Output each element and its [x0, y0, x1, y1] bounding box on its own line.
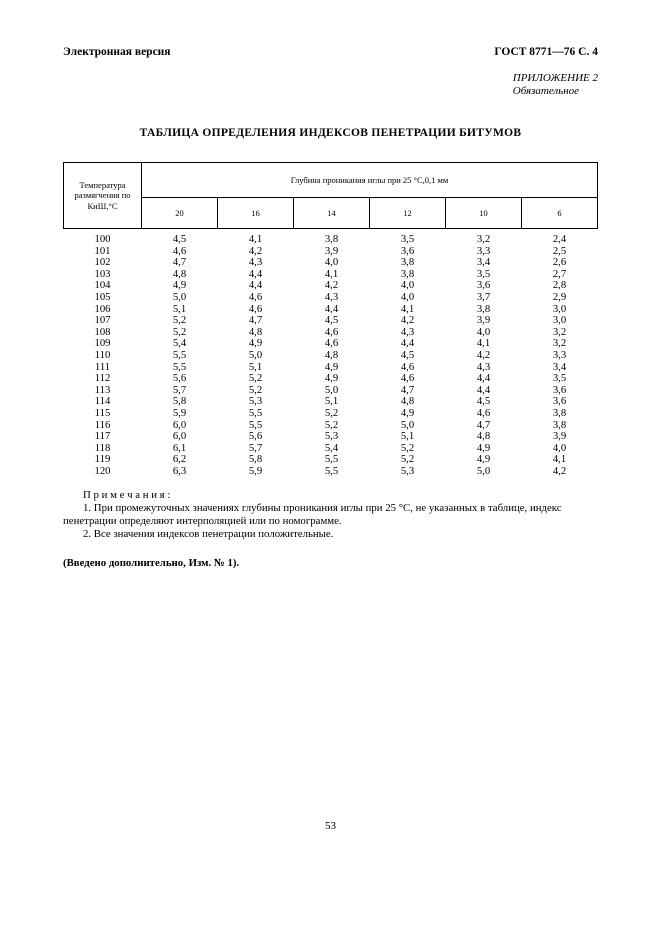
cell-temperature: 108 — [94, 325, 111, 338]
cell-value: 3,0 — [552, 302, 567, 315]
cell-value: 5,9 — [172, 406, 187, 419]
cell-value: 4,1 — [400, 302, 415, 315]
penetration-index-table — [63, 162, 598, 477]
cell-value: 4,7 — [248, 314, 263, 327]
table-row — [64, 373, 598, 385]
cell-value: 3,2 — [552, 337, 567, 350]
cell-value: 4,0 — [324, 256, 339, 269]
cell-value: 4,9 — [324, 372, 339, 385]
cell-temperature: 119 — [94, 453, 111, 466]
column-header-temperature: Температура размягчения по КиШ,°С — [64, 163, 142, 229]
cell-value: 5,3 — [248, 395, 263, 408]
cell-value: 3,4 — [476, 256, 491, 269]
page-number: 53 — [325, 820, 336, 832]
note-2: 2. Все значения индексов пенетрации положительные. — [83, 528, 334, 541]
cell-value: 4,7 — [172, 256, 187, 269]
cell-value: 5,6 — [248, 430, 263, 443]
cell-value: 3,6 — [552, 395, 567, 408]
note-1: 1. При промежуточных значениях глубины проникания иглы при 25 °С, не указанных в таблице, индекс пенетрации определяют интерполяцией или по номограмме. — [63, 502, 562, 528]
cell-value: 4,0 — [400, 290, 415, 303]
cell-value: 5,4 — [172, 337, 187, 350]
cell-value: 5,1 — [400, 430, 415, 443]
cell-value: 4,3 — [400, 325, 415, 338]
cell-value: 5,8 — [172, 395, 187, 408]
cell-temperature: 106 — [94, 302, 111, 315]
cell-value: 4,8 — [324, 348, 339, 361]
cell-value: 4,8 — [476, 430, 491, 443]
cell-value: 4,5 — [400, 348, 415, 361]
cell-value: 5,5 — [248, 406, 263, 419]
cell-temperature: 118 — [94, 441, 111, 454]
column-header-6: 6 — [522, 198, 598, 229]
cell-temperature: 103 — [94, 267, 111, 280]
cell-value: 5,4 — [324, 441, 339, 454]
running-header — [63, 46, 598, 58]
cell-value: 4,5 — [172, 233, 187, 245]
cell-value: 3,3 — [476, 244, 491, 257]
cell-value: 3,0 — [552, 314, 567, 327]
cell-value: 5,2 — [324, 418, 339, 431]
cell-value: 4,3 — [248, 256, 263, 269]
cell-value: 5,2 — [324, 406, 339, 419]
cell-value: 5,0 — [248, 348, 263, 361]
cell-value: 4,3 — [476, 360, 491, 373]
cell-value: 4,8 — [248, 325, 263, 338]
annex-inner — [513, 72, 598, 98]
cell-value: 3,8 — [324, 233, 339, 245]
cell-value: 5,2 — [172, 325, 187, 338]
cell-value: 3,9 — [552, 430, 567, 443]
cell-value: 4,6 — [400, 360, 415, 373]
cell-value: 4,2 — [552, 464, 567, 477]
cell-value: 4,0 — [476, 325, 491, 338]
cell-value: 4,7 — [400, 383, 415, 396]
cell-temperature: 105 — [94, 290, 111, 303]
cell-value: 4,4 — [476, 383, 491, 396]
table-row — [64, 292, 598, 304]
cell-value: 4,5 — [324, 314, 339, 327]
column-header-depth-span: Глубина проникания иглы при 25 °С,0,1 мм — [142, 163, 598, 198]
cell-temperature: 114 — [94, 395, 111, 408]
cell-value: 5,2 — [248, 383, 263, 396]
cell-value: 4,2 — [248, 244, 263, 257]
cell-value: 6,2 — [172, 453, 187, 466]
column-header-16: 16 — [218, 198, 294, 229]
table-header — [64, 163, 598, 229]
cell-value: 3,5 — [400, 233, 415, 245]
cell-value: 5,1 — [324, 395, 339, 408]
cell-value: 6,0 — [172, 430, 187, 443]
cell-temperature: 116 — [94, 418, 111, 431]
cell-value: 2,7 — [552, 267, 567, 280]
cell-value: 4,4 — [248, 267, 263, 280]
cell-value: 5,3 — [324, 430, 339, 443]
cell-value: 4,7 — [476, 418, 491, 431]
cell-value: 5,6 — [172, 372, 187, 385]
cell-value: 3,8 — [476, 302, 491, 315]
cell-value: 4,8 — [172, 267, 187, 280]
cell-value: 4,4 — [324, 302, 339, 315]
cell-temperature: 117 — [94, 430, 111, 443]
cell-temperature: 111 — [94, 360, 111, 373]
cell-value: 3,2 — [476, 233, 491, 245]
cell-temperature: 113 — [94, 383, 111, 396]
cell-value: 4,2 — [324, 279, 339, 292]
cell-value: 3,9 — [476, 314, 491, 327]
amendment-note: (Введено дополнительно, Изм. № 1). — [63, 557, 240, 570]
cell-value: 2,8 — [552, 279, 567, 292]
cell-value: 3,7 — [476, 290, 491, 303]
table-row — [64, 431, 598, 443]
cell-value: 3,6 — [552, 383, 567, 396]
column-header-20: 20 — [142, 198, 218, 229]
cell-value: 4,6 — [172, 244, 187, 257]
cell-value: 3,8 — [400, 267, 415, 280]
table-row — [64, 315, 598, 327]
cell-value: 3,8 — [552, 418, 567, 431]
cell-value: 2,9 — [552, 290, 567, 303]
cell-value: 3,6 — [476, 279, 491, 292]
cell-value: 4,6 — [324, 337, 339, 350]
cell-value: 5,2 — [172, 314, 187, 327]
cell-value: 4,9 — [172, 279, 187, 292]
cell-value: 4,9 — [248, 337, 263, 350]
cell-value: 5,5 — [172, 360, 187, 373]
cell-value: 6,1 — [172, 441, 187, 454]
notes-label: П р и м е ч а н и я : — [83, 489, 171, 502]
cell-value: 3,8 — [552, 406, 567, 419]
cell-value: 3,6 — [400, 244, 415, 257]
cell-value: 4,9 — [476, 441, 491, 454]
cell-value: 4,8 — [400, 395, 415, 408]
cell-value: 3,5 — [552, 372, 567, 385]
cell-value: 3,9 — [324, 244, 339, 257]
cell-value: 4,0 — [552, 441, 567, 454]
cell-value: 4,2 — [476, 348, 491, 361]
cell-value: 3,5 — [476, 267, 491, 280]
cell-value: 5,7 — [172, 383, 187, 396]
cell-value: 4,9 — [400, 406, 415, 419]
cell-value: 4,0 — [400, 279, 415, 292]
cell-temperature: 107 — [94, 314, 111, 327]
cell-value: 5,2 — [400, 453, 415, 466]
standard-number: ГОСТ 8771—76 С. 4 — [494, 46, 598, 58]
edition-label: Электронная версия — [63, 46, 171, 58]
annex-subtitle: Обязательное — [512, 85, 580, 97]
cell-value: 6,3 — [172, 464, 187, 477]
table-row — [64, 350, 598, 362]
column-header-10: 10 — [446, 198, 522, 229]
annex-title: ПРИЛОЖЕНИЕ 2 — [512, 72, 598, 84]
cell-value: 4,9 — [324, 360, 339, 373]
cell-value: 5,2 — [248, 372, 263, 385]
cell-value: 5,1 — [248, 360, 263, 373]
column-header-12: 12 — [370, 198, 446, 229]
cell-value: 5,5 — [248, 418, 263, 431]
cell-value: 4,9 — [476, 453, 491, 466]
cell-value: 4,5 — [476, 395, 491, 408]
cell-value: 2,4 — [552, 233, 567, 245]
cell-value: 2,5 — [552, 244, 567, 257]
cell-value: 4,2 — [400, 314, 415, 327]
table-body — [64, 229, 598, 478]
notes-section — [63, 489, 598, 541]
column-header-14: 14 — [294, 198, 370, 229]
cell-value: 5,7 — [248, 441, 263, 454]
cell-value: 4,1 — [248, 233, 263, 245]
cell-temperature: 104 — [94, 279, 111, 292]
cell-value: 6,0 — [172, 418, 187, 431]
cell-value: 3,2 — [552, 325, 567, 338]
table-row — [64, 229, 598, 246]
cell-temperature: 112 — [94, 372, 111, 385]
cell-value: 4,4 — [248, 279, 263, 292]
cell-temperature: 102 — [94, 256, 111, 269]
cell-value: 4,6 — [476, 406, 491, 419]
cell-value: 5,5 — [324, 464, 339, 477]
cell-value: 3,8 — [400, 256, 415, 269]
cell-value: 5,5 — [324, 453, 339, 466]
cell-value: 5,0 — [400, 418, 415, 431]
cell-value: 4,4 — [400, 337, 415, 350]
cell-value: 5,0 — [172, 290, 187, 303]
cell-value: 4,6 — [248, 290, 263, 303]
cell-value: 5,0 — [324, 383, 339, 396]
table-row — [64, 408, 598, 420]
cell-value: 4,6 — [324, 325, 339, 338]
cell-value: 4,1 — [324, 267, 339, 280]
cell-temperature: 101 — [94, 244, 111, 257]
cell-value: 4,6 — [248, 302, 263, 315]
cell-value: 5,0 — [476, 464, 491, 477]
cell-temperature: 120 — [94, 464, 111, 477]
cell-temperature: 115 — [94, 406, 111, 419]
cell-value: 5,5 — [172, 348, 187, 361]
cell-value: 3,3 — [552, 348, 567, 361]
cell-value: 5,2 — [400, 441, 415, 454]
cell-value: 3,4 — [552, 360, 567, 373]
cell-value: 5,9 — [248, 464, 263, 477]
cell-temperature: 109 — [94, 337, 111, 350]
cell-value: 5,8 — [248, 453, 263, 466]
page-title: ТАБЛИЦА ОПРЕДЕЛЕНИЯ ИНДЕКСОВ ПЕНЕТРАЦИИ БИТУМОВ — [139, 127, 522, 139]
table-row — [64, 466, 598, 478]
cell-temperature: 100 — [94, 233, 111, 245]
cell-value: 4,3 — [324, 290, 339, 303]
cell-value: 4,6 — [400, 372, 415, 385]
cell-value: 4,1 — [476, 337, 491, 350]
annex-block — [63, 72, 598, 98]
cell-value: 5,3 — [400, 464, 415, 477]
cell-value: 4,4 — [476, 372, 491, 385]
cell-temperature: 110 — [94, 348, 111, 361]
cell-value: 5,1 — [172, 302, 187, 315]
cell-value: 2,6 — [552, 256, 567, 269]
cell-value: 4,1 — [552, 453, 567, 466]
